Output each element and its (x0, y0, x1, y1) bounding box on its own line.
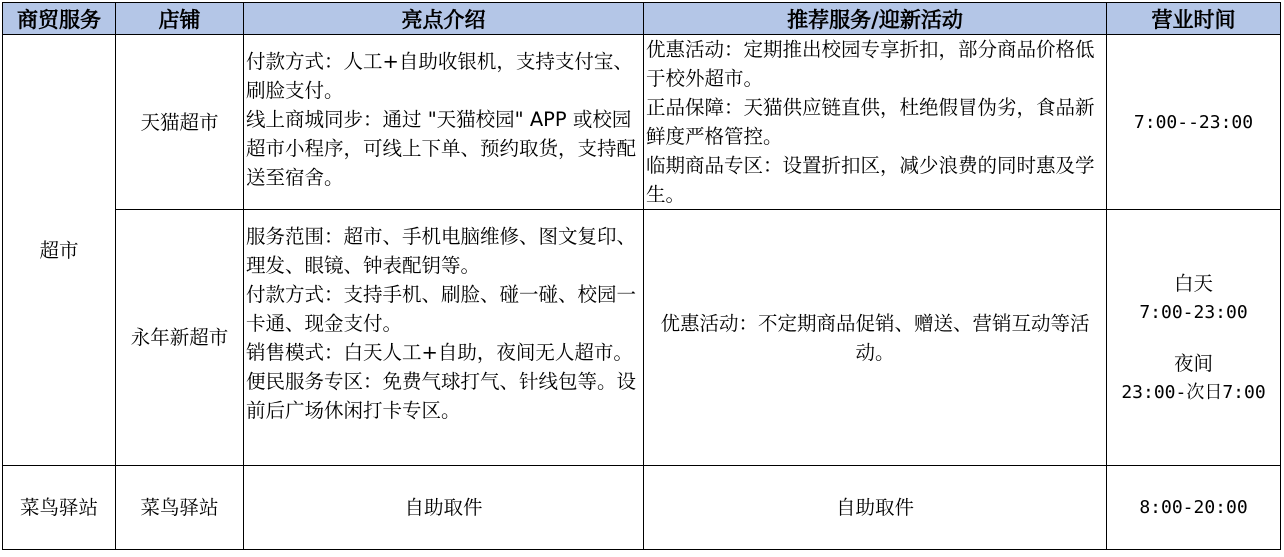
highlights-cell: 自助取件 (244, 466, 644, 550)
header-category: 商贸服务 (3, 3, 116, 35)
highlight-line: 便民服务专区：免费气球打气、针线包等。设前后广场休闲打卡专区。 (246, 370, 637, 422)
hours-cell: 8:00-20:00 (1107, 466, 1281, 550)
table-row (3, 35, 1281, 210)
hours-cell (1107, 210, 1281, 466)
store-cell: 永年新超市 (116, 210, 244, 466)
hours-line: 23:00-次日7:00 (1121, 381, 1266, 403)
highlights-cell (244, 35, 644, 210)
service-line: 优惠活动：不定期商品促销、赠送、营销互动等活动。 (660, 311, 1090, 364)
category-cell: 菜鸟驿站 (3, 466, 116, 550)
services-cell: 自助取件 (644, 466, 1107, 550)
table-row (3, 466, 1281, 550)
service-line: 临期商品专区：设置折扣区，减少浪费的同时惠及学生。 (646, 154, 1095, 206)
hours-line: 白天 (1173, 271, 1213, 295)
category-cell: 超市 (3, 35, 116, 466)
store-cell: 天猫超市 (116, 35, 244, 210)
highlights-cell (244, 210, 644, 466)
hours-line: 夜间 (1173, 351, 1213, 375)
services-cell (644, 35, 1107, 210)
highlight-line: 线上商城同步：通过 "天猫校园" APP 或校园超市小程序，可线上下单、预约取货，支持配送至宿舍。 (246, 108, 637, 189)
highlight-line: 销售模式：白天人工+自助，夜间无人超市。 (246, 341, 633, 364)
table-row (3, 210, 1281, 466)
service-line: 优惠活动：定期推出校园专享折扣，部分商品价格低于校外超市。 (646, 38, 1095, 90)
hours-line: 7:00--23:00 (1133, 111, 1254, 133)
hours-line: 7:00-23:00 (1139, 301, 1248, 323)
highlight-line: 服务范围：超市、手机电脑维修、图文复印、理发、眼镜、钟表配钥等。 (246, 225, 637, 277)
header-hours: 营业时间 (1107, 3, 1281, 35)
header-row (3, 3, 1281, 35)
hours-cell (1107, 35, 1281, 210)
header-services: 推荐服务/迎新活动 (644, 3, 1107, 35)
header-store: 店铺 (116, 3, 244, 35)
store-cell: 菜鸟驿站 (116, 466, 244, 550)
services-cell (644, 210, 1107, 466)
hours-spacer (1107, 327, 1280, 349)
services-table (2, 2, 1281, 550)
highlight-line: 付款方式：支持手机、刷脸、碰一碰、校园一卡通、现金支付。 (246, 283, 637, 335)
service-line: 正品保障：天猫供应链直供，杜绝假冒伪劣，食品新鲜度严格管控。 (646, 96, 1095, 148)
header-highlights: 亮点介绍 (244, 3, 644, 35)
highlight-line: 付款方式：人工+自助收银机，支持支付宝、刷脸支付。 (246, 50, 633, 102)
